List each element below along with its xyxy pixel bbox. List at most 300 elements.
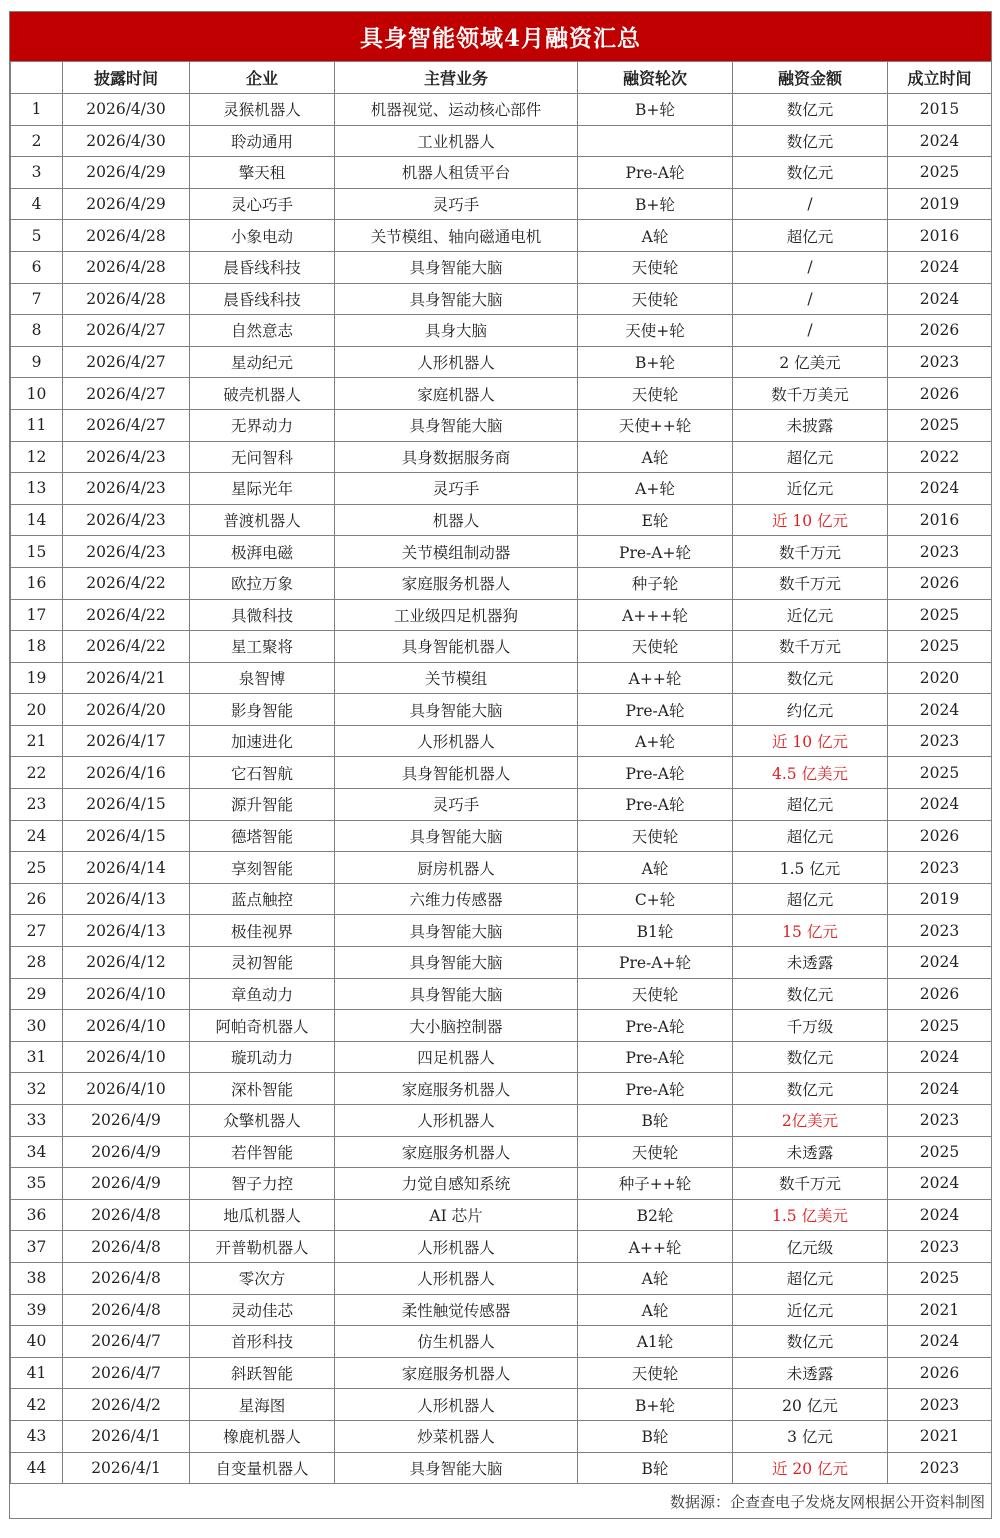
- header-round: 融资轮次: [578, 62, 733, 94]
- cell-index: 6: [11, 251, 63, 283]
- cell-index: 42: [11, 1389, 63, 1421]
- cell-amount: 超亿元: [733, 441, 888, 473]
- table-row: [11, 820, 992, 852]
- cell-company: 深朴智能: [190, 1073, 335, 1105]
- cell-amount: 数亿元: [733, 662, 888, 694]
- table-row: [11, 725, 992, 757]
- cell-founded: 2023: [888, 536, 992, 568]
- cell-date: 2026/4/27: [63, 315, 190, 347]
- cell-amount: 数亿元: [733, 1073, 888, 1105]
- cell-business: 家庭服务机器人: [335, 567, 578, 599]
- cell-index: 26: [11, 883, 63, 915]
- cell-index: 34: [11, 1136, 63, 1168]
- cell-round: 天使轮: [578, 820, 733, 852]
- cell-round: 天使+轮: [578, 315, 733, 347]
- cell-date: 2026/4/27: [63, 409, 190, 441]
- cell-amount: 20 亿元: [733, 1389, 888, 1421]
- cell-company: 章鱼动力: [190, 978, 335, 1010]
- cell-round: 种子++轮: [578, 1168, 733, 1200]
- cell-date: 2026/4/17: [63, 725, 190, 757]
- cell-business: 灵巧手: [335, 473, 578, 505]
- cell-amount: 数亿元: [733, 125, 888, 157]
- cell-round: Pre-A轮: [578, 789, 733, 821]
- table-row: [11, 378, 992, 410]
- cell-index: 23: [11, 789, 63, 821]
- table-row: [11, 220, 992, 252]
- cell-company: 加速进化: [190, 725, 335, 757]
- cell-index: 36: [11, 1199, 63, 1231]
- cell-founded: 2020: [888, 662, 992, 694]
- cell-founded: 2025: [888, 1010, 992, 1042]
- table-row: [11, 504, 992, 536]
- cell-round: A轮: [578, 220, 733, 252]
- table-row: [11, 947, 992, 979]
- table-row: [11, 789, 992, 821]
- cell-date: 2026/4/30: [63, 94, 190, 126]
- cell-company: 晨昏线科技: [190, 251, 335, 283]
- cell-index: 20: [11, 694, 63, 726]
- cell-round: B轮: [578, 1105, 733, 1137]
- cell-amount: 2 亿美元: [733, 346, 888, 378]
- cell-date: 2026/4/9: [63, 1168, 190, 1200]
- cell-date: 2026/4/9: [63, 1105, 190, 1137]
- table-row: [11, 1010, 992, 1042]
- cell-round: A轮: [578, 1294, 733, 1326]
- cell-business: 具身智能大脑: [335, 283, 578, 315]
- cell-founded: 2024: [888, 1073, 992, 1105]
- cell-amount: /: [733, 251, 888, 283]
- cell-date: 2026/4/27: [63, 346, 190, 378]
- sheet-title: 具身智能领域4月融资汇总: [10, 12, 991, 61]
- cell-business: 人形机器人: [335, 1105, 578, 1137]
- table-row: [11, 283, 992, 315]
- cell-index: 22: [11, 757, 63, 789]
- table-row: [11, 157, 992, 189]
- cell-business: 具身智能机器人: [335, 757, 578, 789]
- cell-index: 43: [11, 1420, 63, 1452]
- cell-date: 2026/4/23: [63, 473, 190, 505]
- cell-date: 2026/4/7: [63, 1357, 190, 1389]
- cell-company: 灵动佳芯: [190, 1294, 335, 1326]
- cell-company: 地瓜机器人: [190, 1199, 335, 1231]
- cell-round: 天使轮: [578, 978, 733, 1010]
- table-body: [11, 94, 992, 1484]
- cell-company: 聆动通用: [190, 125, 335, 157]
- cell-date: 2026/4/10: [63, 1041, 190, 1073]
- cell-round: B2轮: [578, 1199, 733, 1231]
- cell-company: 影身智能: [190, 694, 335, 726]
- cell-date: 2026/4/13: [63, 883, 190, 915]
- cell-amount: 1.5 亿美元: [733, 1199, 888, 1231]
- cell-index: 18: [11, 631, 63, 663]
- cell-business: 灵巧手: [335, 188, 578, 220]
- cell-company: 极湃电磁: [190, 536, 335, 568]
- cell-amount: 未透露: [733, 1357, 888, 1389]
- cell-business: 具身智能大脑: [335, 1452, 578, 1484]
- cell-company: 晨昏线科技: [190, 283, 335, 315]
- cell-date: 2026/4/1: [63, 1452, 190, 1484]
- cell-amount: 数千万元: [733, 536, 888, 568]
- cell-business: 柔性触觉传感器: [335, 1294, 578, 1326]
- cell-company: 灵心巧手: [190, 188, 335, 220]
- cell-date: 2026/4/28: [63, 220, 190, 252]
- cell-round: B轮: [578, 1420, 733, 1452]
- cell-business: 具身智能大脑: [335, 820, 578, 852]
- cell-date: 2026/4/8: [63, 1262, 190, 1294]
- cell-index: 39: [11, 1294, 63, 1326]
- cell-company: 灵猴机器人: [190, 94, 335, 126]
- cell-index: 24: [11, 820, 63, 852]
- cell-date: 2026/4/8: [63, 1199, 190, 1231]
- cell-business: 关节模组: [335, 662, 578, 694]
- cell-founded: 2025: [888, 757, 992, 789]
- cell-amount: 2亿美元: [733, 1105, 888, 1137]
- cell-founded: 2023: [888, 1389, 992, 1421]
- cell-index: 41: [11, 1357, 63, 1389]
- cell-date: 2026/4/23: [63, 536, 190, 568]
- cell-founded: 2021: [888, 1294, 992, 1326]
- cell-founded: 2026: [888, 978, 992, 1010]
- cell-round: A+轮: [578, 473, 733, 505]
- cell-index: 5: [11, 220, 63, 252]
- table-row: [11, 536, 992, 568]
- cell-round: 天使轮: [578, 631, 733, 663]
- table-row: [11, 567, 992, 599]
- table-row: [11, 1168, 992, 1200]
- cell-company: 泉智博: [190, 662, 335, 694]
- cell-round: Pre-A轮: [578, 757, 733, 789]
- cell-round: 天使轮: [578, 251, 733, 283]
- cell-amount: 近亿元: [733, 1294, 888, 1326]
- cell-amount: /: [733, 315, 888, 347]
- table-row: [11, 915, 992, 947]
- cell-founded: 2025: [888, 1136, 992, 1168]
- cell-business: 大小脑控制器: [335, 1010, 578, 1042]
- cell-business: 炒菜机器人: [335, 1420, 578, 1452]
- cell-amount: 超亿元: [733, 883, 888, 915]
- cell-index: 16: [11, 567, 63, 599]
- cell-amount: 近 20 亿元: [733, 1452, 888, 1484]
- cell-company: 星动纪元: [190, 346, 335, 378]
- cell-founded: 2026: [888, 820, 992, 852]
- cell-round: [578, 125, 733, 157]
- cell-date: 2026/4/21: [63, 662, 190, 694]
- cell-founded: 2026: [888, 1357, 992, 1389]
- header-date: 披露时间: [63, 62, 190, 94]
- table-row: [11, 125, 992, 157]
- cell-round: Pre-A轮: [578, 1010, 733, 1042]
- financing-summary-sheet: [9, 11, 992, 1519]
- table-row: [11, 1357, 992, 1389]
- cell-business: 家庭服务机器人: [335, 1136, 578, 1168]
- cell-date: 2026/4/10: [63, 978, 190, 1010]
- cell-index: 33: [11, 1105, 63, 1137]
- cell-company: 星工聚将: [190, 631, 335, 663]
- cell-company: 破壳机器人: [190, 378, 335, 410]
- cell-business: 六维力传感器: [335, 883, 578, 915]
- cell-round: Pre-A+轮: [578, 947, 733, 979]
- cell-business: 机器视觉、运动核心部件: [335, 94, 578, 126]
- cell-company: 若伴智能: [190, 1136, 335, 1168]
- table-row: [11, 1262, 992, 1294]
- table-row: [11, 694, 992, 726]
- cell-founded: 2021: [888, 1420, 992, 1452]
- table-row: [11, 1231, 992, 1263]
- cell-business: 人形机器人: [335, 1389, 578, 1421]
- cell-business: 具身智能大脑: [335, 978, 578, 1010]
- cell-index: 3: [11, 157, 63, 189]
- cell-round: 天使++轮: [578, 409, 733, 441]
- table-header-row: [11, 62, 992, 94]
- table-row: [11, 1105, 992, 1137]
- cell-date: 2026/4/10: [63, 1073, 190, 1105]
- cell-date: 2026/4/27: [63, 378, 190, 410]
- cell-date: 2026/4/8: [63, 1231, 190, 1263]
- cell-company: 擎天租: [190, 157, 335, 189]
- cell-index: 40: [11, 1326, 63, 1358]
- table-row: [11, 852, 992, 884]
- cell-founded: 2024: [888, 789, 992, 821]
- cell-company: 璇玑动力: [190, 1041, 335, 1073]
- cell-round: B+轮: [578, 346, 733, 378]
- cell-company: 享刻智能: [190, 852, 335, 884]
- table-row: [11, 473, 992, 505]
- cell-business: 机器人租赁平台: [335, 157, 578, 189]
- cell-round: Pre-A轮: [578, 694, 733, 726]
- cell-index: 11: [11, 409, 63, 441]
- table-row: [11, 1452, 992, 1484]
- cell-founded: 2016: [888, 504, 992, 536]
- cell-founded: 2025: [888, 1262, 992, 1294]
- cell-business: 家庭机器人: [335, 378, 578, 410]
- header-founded: 成立时间: [888, 62, 992, 94]
- cell-amount: 超亿元: [733, 220, 888, 252]
- cell-founded: 2023: [888, 1105, 992, 1137]
- cell-founded: 2024: [888, 947, 992, 979]
- cell-date: 2026/4/22: [63, 599, 190, 631]
- cell-index: 27: [11, 915, 63, 947]
- cell-company: 无界动力: [190, 409, 335, 441]
- table-row: [11, 1420, 992, 1452]
- cell-business: 力觉自感知系统: [335, 1168, 578, 1200]
- cell-date: 2026/4/22: [63, 631, 190, 663]
- cell-business: 具身大脑: [335, 315, 578, 347]
- cell-business: 具身智能大脑: [335, 694, 578, 726]
- cell-round: A+轮: [578, 725, 733, 757]
- cell-index: 4: [11, 188, 63, 220]
- cell-company: 智子力控: [190, 1168, 335, 1200]
- cell-index: 38: [11, 1262, 63, 1294]
- cell-date: 2026/4/8: [63, 1294, 190, 1326]
- table-row: [11, 94, 992, 126]
- cell-company: 它石智航: [190, 757, 335, 789]
- cell-company: 星海图: [190, 1389, 335, 1421]
- cell-index: 14: [11, 504, 63, 536]
- cell-company: 具微科技: [190, 599, 335, 631]
- cell-round: B+轮: [578, 188, 733, 220]
- table-row: [11, 346, 992, 378]
- cell-amount: 数千万元: [733, 567, 888, 599]
- cell-index: 12: [11, 441, 63, 473]
- header-index: [11, 62, 63, 94]
- cell-business: 具身智能机器人: [335, 631, 578, 663]
- cell-amount: 数千万美元: [733, 378, 888, 410]
- cell-company: 众擎机器人: [190, 1105, 335, 1137]
- cell-founded: 2025: [888, 631, 992, 663]
- cell-company: 普渡机器人: [190, 504, 335, 536]
- cell-founded: 2024: [888, 283, 992, 315]
- cell-amount: 未透露: [733, 947, 888, 979]
- cell-round: Pre-A轮: [578, 1073, 733, 1105]
- cell-founded: 2025: [888, 599, 992, 631]
- cell-amount: 近 10 亿元: [733, 504, 888, 536]
- cell-round: 天使轮: [578, 283, 733, 315]
- table-row: [11, 631, 992, 663]
- cell-date: 2026/4/23: [63, 504, 190, 536]
- cell-company: 阿帕奇机器人: [190, 1010, 335, 1042]
- cell-amount: 亿元级: [733, 1231, 888, 1263]
- cell-index: 31: [11, 1041, 63, 1073]
- cell-founded: 2023: [888, 852, 992, 884]
- cell-business: 工业机器人: [335, 125, 578, 157]
- cell-founded: 2024: [888, 1326, 992, 1358]
- cell-company: 斜跃智能: [190, 1357, 335, 1389]
- cell-founded: 2024: [888, 694, 992, 726]
- cell-founded: 2023: [888, 1231, 992, 1263]
- cell-business: 具身智能大脑: [335, 251, 578, 283]
- cell-date: 2026/4/1: [63, 1420, 190, 1452]
- cell-business: 关节模组制动器: [335, 536, 578, 568]
- cell-date: 2026/4/30: [63, 125, 190, 157]
- cell-amount: 千万级: [733, 1010, 888, 1042]
- cell-business: 四足机器人: [335, 1041, 578, 1073]
- cell-founded: 2026: [888, 315, 992, 347]
- cell-round: 天使轮: [578, 378, 733, 410]
- cell-business: 具身智能大脑: [335, 947, 578, 979]
- cell-business: 工业级四足机器狗: [335, 599, 578, 631]
- cell-date: 2026/4/12: [63, 947, 190, 979]
- cell-round: A++轮: [578, 1231, 733, 1263]
- cell-round: A1轮: [578, 1326, 733, 1358]
- cell-round: B1轮: [578, 915, 733, 947]
- table-row: [11, 1136, 992, 1168]
- cell-round: A轮: [578, 441, 733, 473]
- table-row: [11, 1326, 992, 1358]
- cell-amount: 数亿元: [733, 1326, 888, 1358]
- table-row: [11, 883, 992, 915]
- cell-amount: 近 10 亿元: [733, 725, 888, 757]
- cell-company: 欧拉万象: [190, 567, 335, 599]
- cell-company: 首形科技: [190, 1326, 335, 1358]
- cell-date: 2026/4/15: [63, 789, 190, 821]
- table-row: [11, 409, 992, 441]
- cell-founded: 2026: [888, 567, 992, 599]
- cell-founded: 2024: [888, 473, 992, 505]
- cell-date: 2026/4/20: [63, 694, 190, 726]
- table-row: [11, 1294, 992, 1326]
- header-business: 主营业务: [335, 62, 578, 94]
- cell-date: 2026/4/7: [63, 1326, 190, 1358]
- cell-date: 2026/4/9: [63, 1136, 190, 1168]
- cell-company: 自变量机器人: [190, 1452, 335, 1484]
- cell-index: 32: [11, 1073, 63, 1105]
- cell-business: 人形机器人: [335, 346, 578, 378]
- cell-business: 仿生机器人: [335, 1326, 578, 1358]
- cell-founded: 2024: [888, 251, 992, 283]
- cell-index: 28: [11, 947, 63, 979]
- cell-company: 源升智能: [190, 789, 335, 821]
- financing-table: [10, 61, 992, 1538]
- table-row: [11, 315, 992, 347]
- cell-company: 小象电动: [190, 220, 335, 252]
- cell-company: 无问智科: [190, 441, 335, 473]
- cell-business: 具身智能大脑: [335, 915, 578, 947]
- cell-amount: 1.5 亿元: [733, 852, 888, 884]
- cell-amount: 超亿元: [733, 1262, 888, 1294]
- cell-amount: 数千万元: [733, 1168, 888, 1200]
- cell-index: 13: [11, 473, 63, 505]
- cell-founded: 2023: [888, 725, 992, 757]
- cell-index: 35: [11, 1168, 63, 1200]
- cell-index: 19: [11, 662, 63, 694]
- cell-business: AI 芯片: [335, 1199, 578, 1231]
- cell-amount: 未透露: [733, 1136, 888, 1168]
- cell-date: 2026/4/23: [63, 441, 190, 473]
- cell-round: A+++轮: [578, 599, 733, 631]
- cell-date: 2026/4/29: [63, 157, 190, 189]
- cell-amount: 近亿元: [733, 599, 888, 631]
- cell-business: 关节模组、轴向磁通电机: [335, 220, 578, 252]
- cell-round: 天使轮: [578, 1357, 733, 1389]
- cell-founded: 2025: [888, 157, 992, 189]
- table-row: [11, 1199, 992, 1231]
- cell-index: 15: [11, 536, 63, 568]
- cell-date: 2026/4/29: [63, 188, 190, 220]
- cell-index: 10: [11, 378, 63, 410]
- table-row: [11, 1073, 992, 1105]
- cell-index: 44: [11, 1452, 63, 1484]
- cell-company: 橡鹿机器人: [190, 1420, 335, 1452]
- table-row: [11, 1389, 992, 1421]
- cell-amount: 数亿元: [733, 157, 888, 189]
- cell-round: B+轮: [578, 94, 733, 126]
- cell-amount: 超亿元: [733, 820, 888, 852]
- cell-amount: 数千万元: [733, 631, 888, 663]
- cell-round: A轮: [578, 852, 733, 884]
- table-row: [11, 251, 992, 283]
- cell-date: 2026/4/15: [63, 820, 190, 852]
- table-row: [11, 1041, 992, 1073]
- cell-founded: 2016: [888, 220, 992, 252]
- cell-date: 2026/4/16: [63, 757, 190, 789]
- cell-round: B轮: [578, 1452, 733, 1484]
- cell-founded: 2022: [888, 441, 992, 473]
- cell-amount: 数亿元: [733, 1041, 888, 1073]
- cell-date: 2026/4/10: [63, 1010, 190, 1042]
- cell-amount: 3 亿元: [733, 1420, 888, 1452]
- cell-index: 17: [11, 599, 63, 631]
- table-row: [11, 978, 992, 1010]
- table-row: [11, 441, 992, 473]
- cell-amount: 15 亿元: [733, 915, 888, 947]
- cell-business: 家庭服务机器人: [335, 1357, 578, 1389]
- cell-date: 2026/4/2: [63, 1389, 190, 1421]
- data-source-note: 数据源：企查查电子发烧友网根据公开资料制图: [669, 1493, 985, 1511]
- table-row: [11, 757, 992, 789]
- cell-amount: 约亿元: [733, 694, 888, 726]
- cell-index: 9: [11, 346, 63, 378]
- cell-founded: 2015: [888, 94, 992, 126]
